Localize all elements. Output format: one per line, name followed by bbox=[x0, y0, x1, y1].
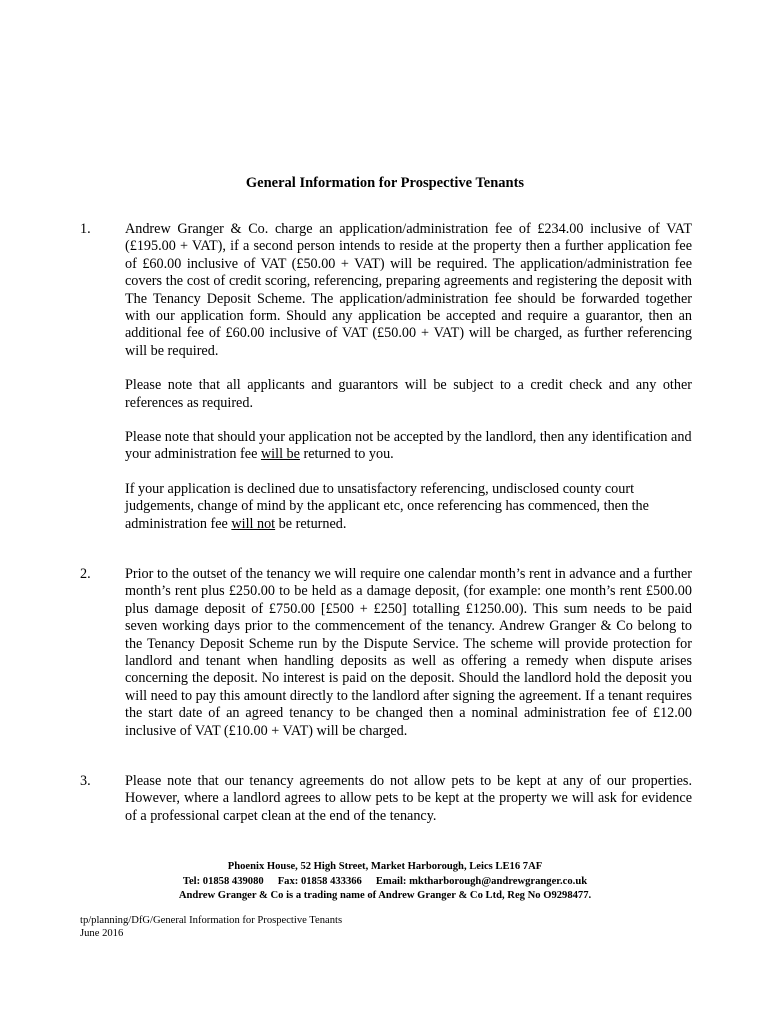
section-2 bbox=[80, 566, 692, 740]
section-1-paragraph-3 bbox=[125, 429, 692, 464]
section-1 bbox=[80, 221, 692, 533]
section-number: 1. bbox=[80, 221, 91, 237]
section-1-paragraph-4 bbox=[125, 481, 692, 533]
footer-fax: Fax: 01858 433366 bbox=[277, 876, 362, 887]
footer-trading-name: Andrew Granger & Co is a trading name of Andrew Granger & Co Ltd, Reg No O9298477. bbox=[178, 890, 592, 901]
section-number: 3. bbox=[80, 773, 91, 789]
footer-contact bbox=[0, 875, 770, 890]
footer-email: Email: mktharborough@andrewgranger.co.uk bbox=[375, 876, 588, 887]
section-number: 2. bbox=[80, 566, 91, 582]
section-3-paragraph-1: Please note that our tenancy agreements do not allow pets to be kept at any of our properties. However, where a landlord agrees to allow pets to be kept at the property we will ask for evidence of a professional carpet clean at the end of the tenancy. bbox=[125, 773, 692, 824]
section-1-paragraph-1: Andrew Granger & Co. charge an application/administration fee of £234.00 inclusive of VAT (£195.00 + VAT), if a second person intends to reside at the property then a further application fee of £60.00 inclusive of VAT (£50.00 + VAT) will be required. The application/administration fee covers the cost of credit scoring, referencing, preparing agreements and registering the deposit with The Tenancy Deposit Scheme. The application/administration fee should be forwarded together with our application form. Should any application be accepted and require a guarantor, then an additional fee of £60.00 inclusive of VAT (£50.00 + VAT) will be charged, as further referencing will be required. bbox=[125, 221, 692, 359]
footer-address: Phoenix House, 52 High Street, Market Harborough, Leics LE16 7AF bbox=[227, 861, 543, 872]
footer-tel: Tel: 01858 439080 bbox=[182, 876, 264, 887]
section-3 bbox=[80, 773, 692, 825]
document-date: June 2016 bbox=[80, 928, 124, 939]
document-title: General Information for Prospective Tenants bbox=[245, 175, 525, 191]
paragraph-text: Please note that should your application not be accepted by the landlord, then any identification and your administration fee bbox=[125, 429, 692, 463]
section-1-paragraph-2: Please note that all applicants and guarantors will be subject to a credit check and any other references as required. bbox=[125, 377, 692, 411]
paragraph-text: be returned. bbox=[275, 515, 347, 532]
paragraph-text: If your application is declined due to unsatisfactory referencing, undisclosed county court judgements, change of mind by the applicant etc, once referencing has commenced, then the administration fee bbox=[125, 480, 649, 532]
underlined-text: will be bbox=[260, 446, 300, 463]
document-reference-path: tp/planning/DfG/General Information for Prospective Tenants bbox=[80, 915, 343, 926]
paragraph-text: returned to you. bbox=[299, 446, 394, 463]
section-2-paragraph-1: Prior to the outset of the tenancy we will require one calendar month’s rent in advance and a further month’s rent plus £250.00 to be held as a damage deposit, (for example: one month’s rent £500.00 plus damage deposit of £750.00 [£500 + £250] totalling £1250.00). This sum needs to be paid seven working days prior to the commencement of the tenancy. Andrew Granger & Co belong to the Tenancy Deposit Scheme run by the Dispute Service. The scheme will provide protection for landlord and tenant when handling deposits as well as offering a remedy when dispute arises concerning the deposit. No interest is paid on the deposit. Should the landlord hold the deposit you will need to pay this amount directly to the landlord after signing the agreement. If a tenant requires the start date of an agreed tenancy to be changed then a nominal administration fee of £12.00 inclusive of VAT (£10.00 + VAT) will be charged. bbox=[125, 566, 692, 739]
underlined-text: will not bbox=[231, 515, 276, 532]
